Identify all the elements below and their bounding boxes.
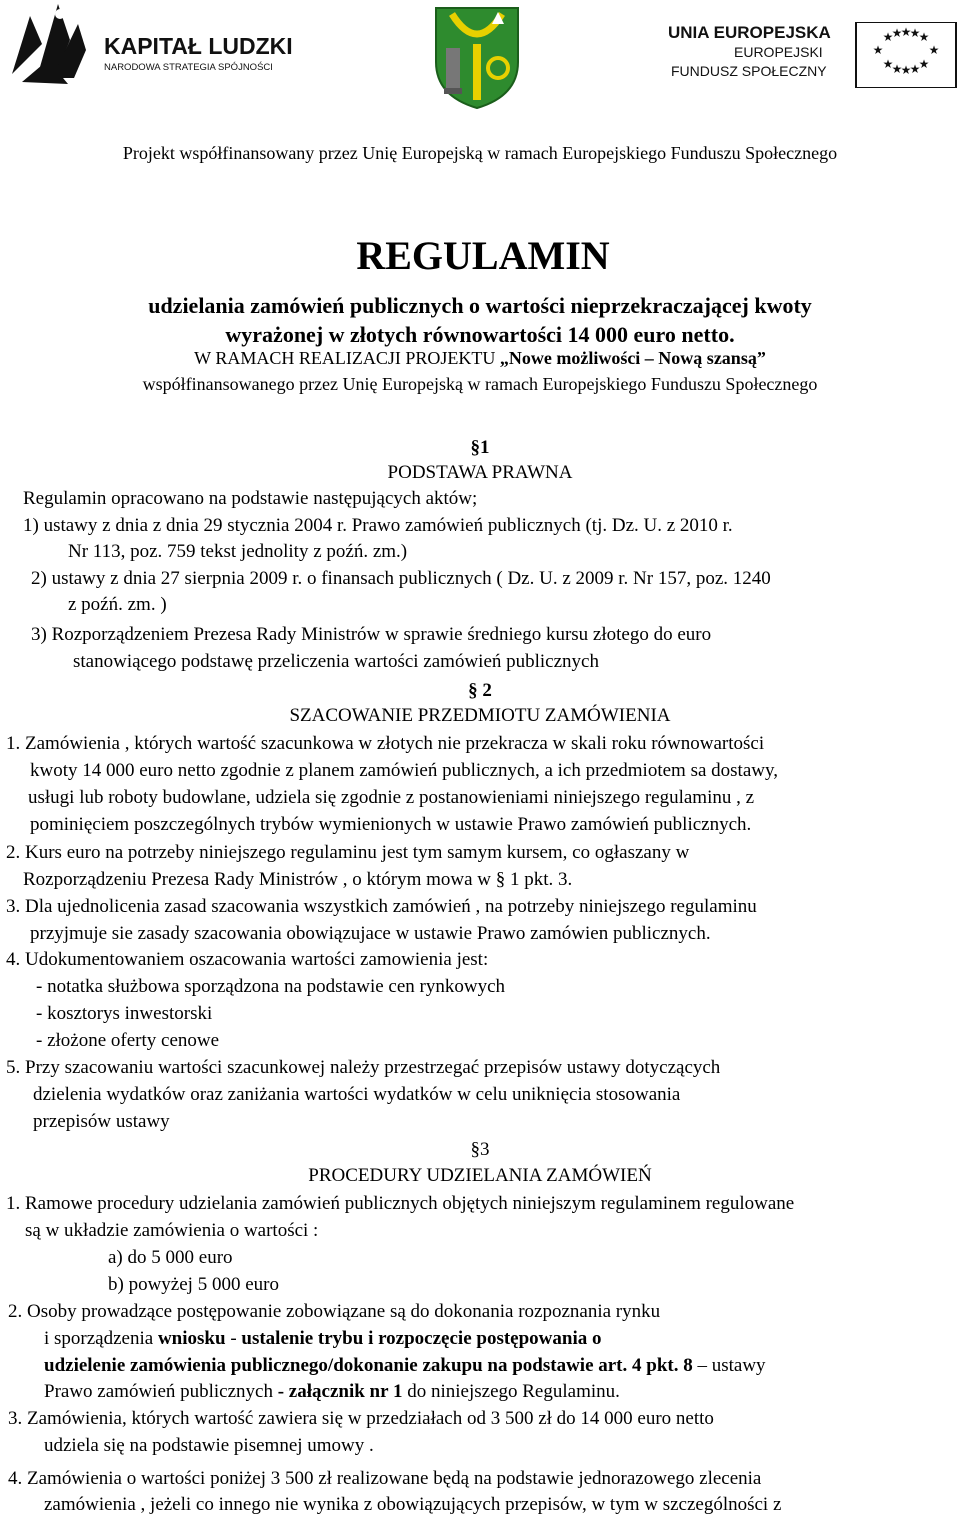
- kapital-ludzki-mark-icon: [8, 4, 308, 88]
- legal-basis-item-1-line-2: Nr 113, poz. 759 tekst jednolity z poźń. zm.): [68, 541, 408, 562]
- sec2-p3-line-1: 3. Dla ujednolicenia zasad szacowania wszystkich zamówień , na potrzeby niniejszego regulaminu: [6, 896, 757, 917]
- section-2-title: SZACOWANIE PRZEDMIOTU ZAMÓWIENIA: [289, 705, 671, 726]
- svg-text:★: ★: [891, 62, 903, 76]
- legal-basis-item-3-line-1: 3) Rozporządzeniem Prezesa Rady Ministrów w sprawie średniego kursu złotego do euro: [31, 624, 712, 645]
- section-3-title: PROCEDURY UDZIELANIA ZAMÓWIEŃ: [308, 1165, 652, 1186]
- legal-basis-item-2-line-2: z poźń. zm. ): [68, 594, 167, 615]
- sec3-p4-line-2: zamówienia , jeżeli co innego nie wynika z obowiązujących przepisów, w tym w szczególności z: [44, 1494, 782, 1515]
- legal-basis-item-3-line-2: stanowiącego podstawę przeliczenia wartości zamówień publicznych: [73, 651, 599, 672]
- section-2-number: § 2: [468, 680, 492, 701]
- title-line-1: udzielania zamówień publicznych o wartości nieprzekraczającej kwoty: [148, 293, 812, 318]
- sec3-p2-line-3: udzielenie zamówienia publicznego/dokonanie zakupu na podstawie art. 4 pkt. 8 – ustawy: [44, 1355, 766, 1376]
- threshold-option-b: b) powyżej 5 000 euro: [108, 1274, 279, 1295]
- svg-text:★: ★: [900, 25, 912, 39]
- valuation-method-3: - złożone oferty cenowe: [36, 1030, 220, 1051]
- coat-of-arms: [432, 4, 522, 110]
- section-1-title: PODSTAWA PRAWNA: [387, 462, 573, 483]
- svg-text:★: ★: [882, 57, 894, 71]
- svg-text:★: ★: [918, 57, 930, 71]
- kapital-ludzki-subtitle: NARODOWA STRATEGIA SPÓJNOŚCI: [104, 62, 273, 73]
- municipal-coat-of-arms-icon: [432, 4, 522, 110]
- svg-text:★: ★: [900, 63, 912, 77]
- sec3-p3-line-1: 3. Zamówienia, których wartość zawiera się w przedziałach od 3 500 zł do 14 000 euro netto: [8, 1408, 714, 1429]
- project-name: „Nowe możliwości – Nową szansą”: [499, 348, 766, 368]
- svg-text:★: ★: [928, 43, 940, 57]
- sec2-p5-line-2: dzielenia wydatków oraz zaniżania wartości wydatków w celu uniknięcia stosowania: [33, 1084, 681, 1105]
- sec2-p1-line-4: pominięciem poszczególnych trybów wymienionych w ustawie Prawo zamówień publicznych.: [30, 814, 752, 835]
- sec2-p5-line-1: 5. Przy szacowaniu wartości szacunkowej należy przestrzegać przepisów ustawy dotyczących: [6, 1057, 721, 1078]
- section-1-intro: Regulamin opracowano na podstawie następujących aktów;: [23, 488, 478, 509]
- svg-text:★: ★: [891, 26, 903, 40]
- kapital-ludzki-title: KAPITAŁ LUDZKI: [104, 33, 293, 59]
- cofinanced-note: Projekt współfinansowany przez Unię Europejską w ramach Europejskiego Funduszu Społecznego: [122, 143, 838, 163]
- eu-flag-icon: [668, 22, 958, 88]
- section-3-number: §3: [470, 1139, 490, 1160]
- eu-line3: FUNDUSZ SPOŁECZNY: [671, 63, 827, 79]
- sec3-p3-line-2: udziela się na podstawie pisemnej umowy .: [44, 1435, 374, 1456]
- eu-line2: EUROPEJSKI: [734, 44, 823, 60]
- eu-social-fund-logo: [668, 22, 958, 88]
- sec2-p2-line-1: 2. Kurs euro na potrzeby niniejszego regulaminu jest tym samym kursem, co ogłaszany w: [6, 842, 690, 863]
- sec3-p1-line-1: 1. Ramowe procedury udzielania zamówień publicznych objętych niniejszym regulaminem regulowane: [6, 1193, 795, 1214]
- legal-basis-item-1-line-1: 1) ustawy z dnia z dnia 29 stycznia 2004 r. Prawo zamówień publicznych (tj. Dz. U. z 2010 r.: [23, 515, 733, 536]
- project-prefix: W RAMACH REALIZACJI PROJEKTU: [194, 348, 500, 368]
- sec3-p4-line-1: 4. Zamówienia o wartości poniżej 3 500 zł realizowane będą na podstawie jednorazowego zlecenia: [8, 1468, 762, 1489]
- valuation-method-2: - kosztorys inwestorski: [36, 1003, 213, 1024]
- sec2-p4: 4. Udokumentowaniem oszacowania wartości zamowienia jest:: [6, 949, 489, 970]
- sec2-p1-line-3: usługi lub roboty budowlane, udziela się zgodnie z postanowieniami niniejszego regulaminu , z: [28, 787, 755, 808]
- project-line: [0, 348, 960, 369]
- sec2-p5-line-3: przepisów ustawy: [33, 1111, 170, 1132]
- page-title: REGULAMIN: [356, 233, 610, 278]
- valuation-method-1: - notatka służbowa sporządzona na podstawie cen rynkowych: [36, 976, 506, 997]
- svg-text:★: ★: [882, 30, 894, 44]
- svg-text:★: ★: [909, 62, 921, 76]
- svg-text:★: ★: [909, 26, 921, 40]
- sec3-p2-line-4: Prawo zamówień publicznych - załącznik nr 1 do niniejszego Regulaminu.: [44, 1381, 620, 1402]
- eu-line1: UNIA EUROPEJSKA: [668, 23, 831, 42]
- sec2-p2-line-2: Rozporządzeniu Prezesa Rady Ministrów , o którym mowa w § 1 pkt. 3.: [23, 869, 573, 890]
- title-line-2: wyrażonej w złotych równowartości 14 000 euro netto.: [225, 322, 735, 347]
- sec2-p1-line-1: 1. Zamówienia , których wartość szacunkowa w złotych nie przekracza w skali roku równowartości: [6, 733, 765, 754]
- kapital-ludzki-logo: [8, 4, 308, 88]
- threshold-option-a: a) do 5 000 euro: [108, 1247, 233, 1268]
- svg-text:★: ★: [872, 43, 884, 57]
- sec2-p1-line-2: kwoty 14 000 euro netto zgodnie z planem zamówień publicznych, a ich przedmiotem sa dostawy,: [30, 760, 778, 781]
- sec3-p2-line-2: i sporządzenia wniosku - ustalenie trybu i rozpoczęcie postępowania o: [44, 1328, 602, 1349]
- section-1-number: §1: [470, 437, 490, 458]
- project-line-2: współfinansowanego przez Unię Europejską w ramach Europejskiego Funduszu Społecznego: [142, 374, 818, 394]
- sec2-p3-line-2: przyjmuje sie zasady szacowania obowiązujace w ustawie Prawo zamówien publicznych.: [30, 923, 711, 944]
- svg-text:★: ★: [918, 30, 930, 44]
- legal-basis-item-2-line-1: 2) ustawy z dnia 27 sierpnia 2009 r. o finansach publicznych ( Dz. U. z 2009 r. Nr 157, poz. 1240: [31, 568, 771, 589]
- sec3-p2-line-1: 2. Osoby prowadzące postępowanie zobowiązane są do dokonania rozpoznania rynku: [8, 1301, 661, 1322]
- sec3-p1-line-2: są w układzie zamówienia o wartości :: [25, 1220, 319, 1241]
